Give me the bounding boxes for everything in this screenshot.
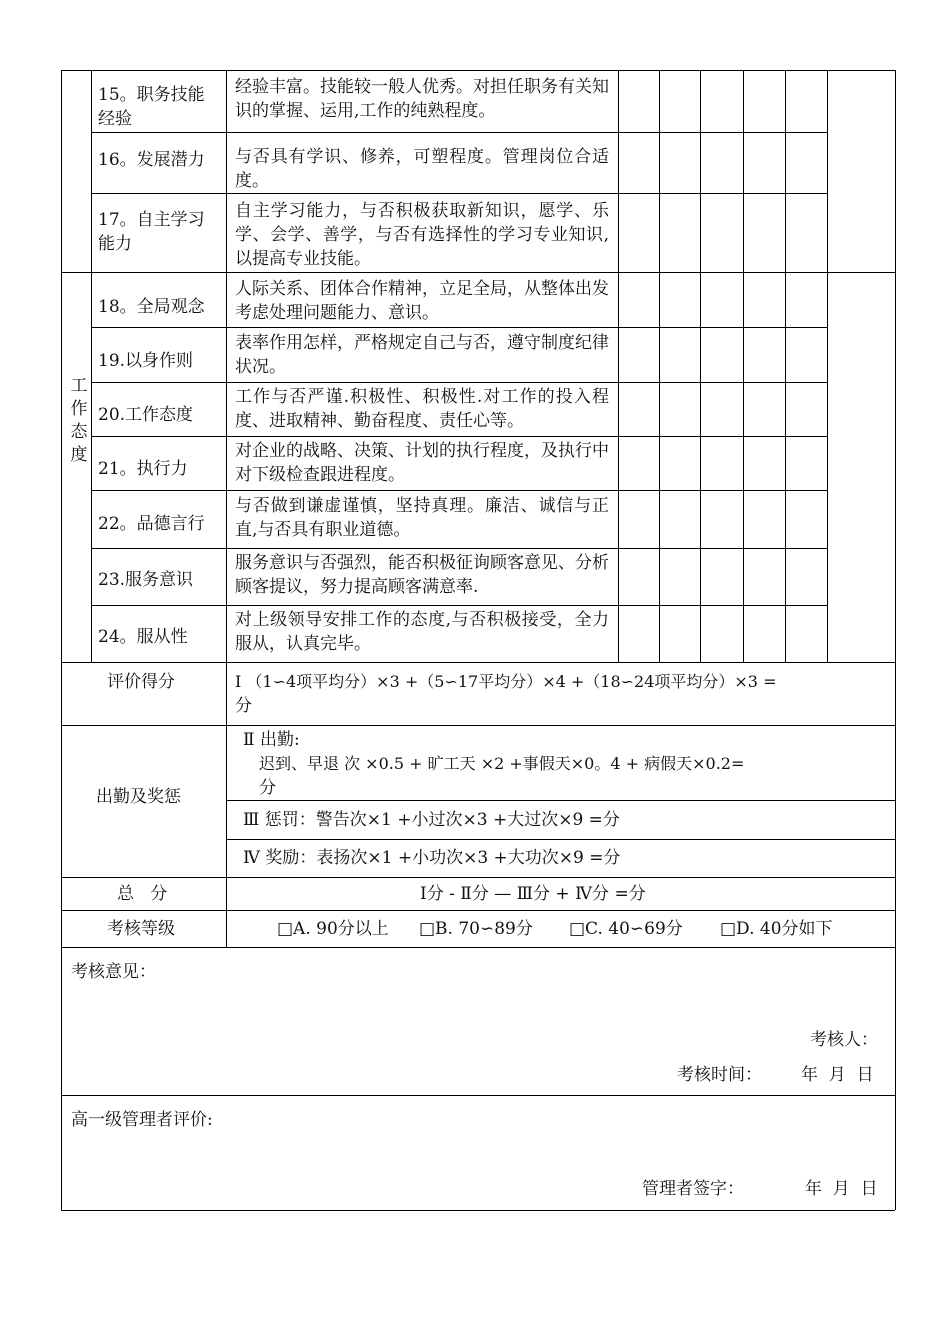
- criterion-description: 工作与否严谨.积极性、积极性.对工作的投入程度、进取精神、勤奋程度、责任心等。: [235, 387, 609, 431]
- total-label: 总 分: [117, 884, 168, 904]
- criterion-description: 对上级领导安排工作的态度,与否积极接受，全力服从，认真完毕。: [235, 610, 609, 654]
- penalty-formula: Ⅲ 惩罚：警告次×1 +小过次×3 +大过次×9 =分: [243, 810, 620, 830]
- criterion-description: 自主学习能力，与否积极获取新知识，愿学、乐学、会学、善学，与否有选择性的学习专业知识,以提高专业技能。: [235, 201, 609, 269]
- attendance-title: Ⅱ 出勤:: [243, 730, 300, 750]
- evaluation-formula: Ⅰ （1∽4项平均分）×3 +（5∽17平均分）×4 +（18∽24项平均分）×3 =: [235, 672, 777, 691]
- criterion-description: 人际关系、团体合作精神，立足全局，从整体出发考虑处理问题能力、意识。: [235, 279, 609, 323]
- criterion-title: 21。执行力: [98, 459, 188, 479]
- review-opinion-label: 考核意见：: [71, 962, 156, 982]
- manager-signature-label: 管理者签字：: [642, 1179, 744, 1199]
- evaluation-score-label: 评价得分: [107, 672, 175, 692]
- criterion-title: 16。发展潜力: [98, 150, 205, 170]
- criterion-title: 24。服从性: [98, 627, 188, 647]
- attendance-formula: 迟到、早退 次 ×0.5 + 旷工天 ×2 +事假天×0。4 + 病假天×0.2=: [259, 754, 745, 773]
- criterion-title: 17。自主学习能力: [98, 210, 205, 254]
- criterion-description: 经验丰富。技能较一般人优秀。对担任职务有关知识的掌握、运用,工作的纯熟程度。: [235, 77, 609, 121]
- grade-option-a[interactable]: □A. 90分以上: [277, 919, 389, 939]
- reviewer-label: 考核人：: [810, 1030, 878, 1050]
- criterion-description: 与否具有学识、修养，可塑程度。管理岗位合适度。: [235, 147, 609, 191]
- reward-formula: Ⅳ 奖励：表扬次×1 +小功次×3 +大功次×9 =分: [243, 848, 621, 868]
- grade-option-b[interactable]: □B. 70∽89分: [419, 919, 533, 939]
- grade-option-d[interactable]: □D. 40分如下: [720, 919, 833, 939]
- criterion-title: 15。职务技能经验: [98, 85, 205, 129]
- criterion-description: 服务意识与否强烈，能否积极征询顾客意见、分析顾客提议，努力提高顾客满意率.: [235, 553, 609, 597]
- criterion-title: 20.工作态度: [98, 405, 194, 425]
- criterion-title: 23.服务意识: [98, 570, 194, 590]
- criterion-description: 对企业的战略、决策、计划的执行程度，及执行中对下级检查跟进程度。: [235, 441, 609, 485]
- criterion-title: 22。品德言行: [98, 514, 205, 534]
- criterion-description: 与否做到谦虚谨慎，坚持真理。廉洁、诚信与正直,与否具有职业道德。: [235, 496, 609, 540]
- manager-date: 年 月 日: [805, 1179, 878, 1199]
- category-work-attitude: 工作态度: [70, 376, 88, 465]
- review-time-label: 考核时间：: [677, 1065, 762, 1085]
- attendance-formula-unit: 分: [259, 778, 276, 798]
- grade-label: 考核等级: [107, 919, 175, 939]
- criterion-title: 18。全局观念: [98, 297, 205, 317]
- manager-evaluation-label: 高一级管理者评价:: [71, 1110, 213, 1130]
- grade-option-c[interactable]: □C. 40∽69分: [569, 919, 683, 939]
- total-formula: Ⅰ分 - Ⅱ分 — Ⅲ分 + Ⅳ分 =分: [420, 884, 646, 904]
- criterion-description: 表率作用怎样，严格规定自己与否，遵守制度纪律状况。: [235, 333, 609, 377]
- review-date: 年 月 日: [801, 1065, 874, 1085]
- evaluation-formula-unit: 分: [235, 696, 252, 716]
- attendance-label: 出勤及奖惩: [96, 787, 181, 807]
- criterion-title: 19.以身作则: [98, 351, 194, 371]
